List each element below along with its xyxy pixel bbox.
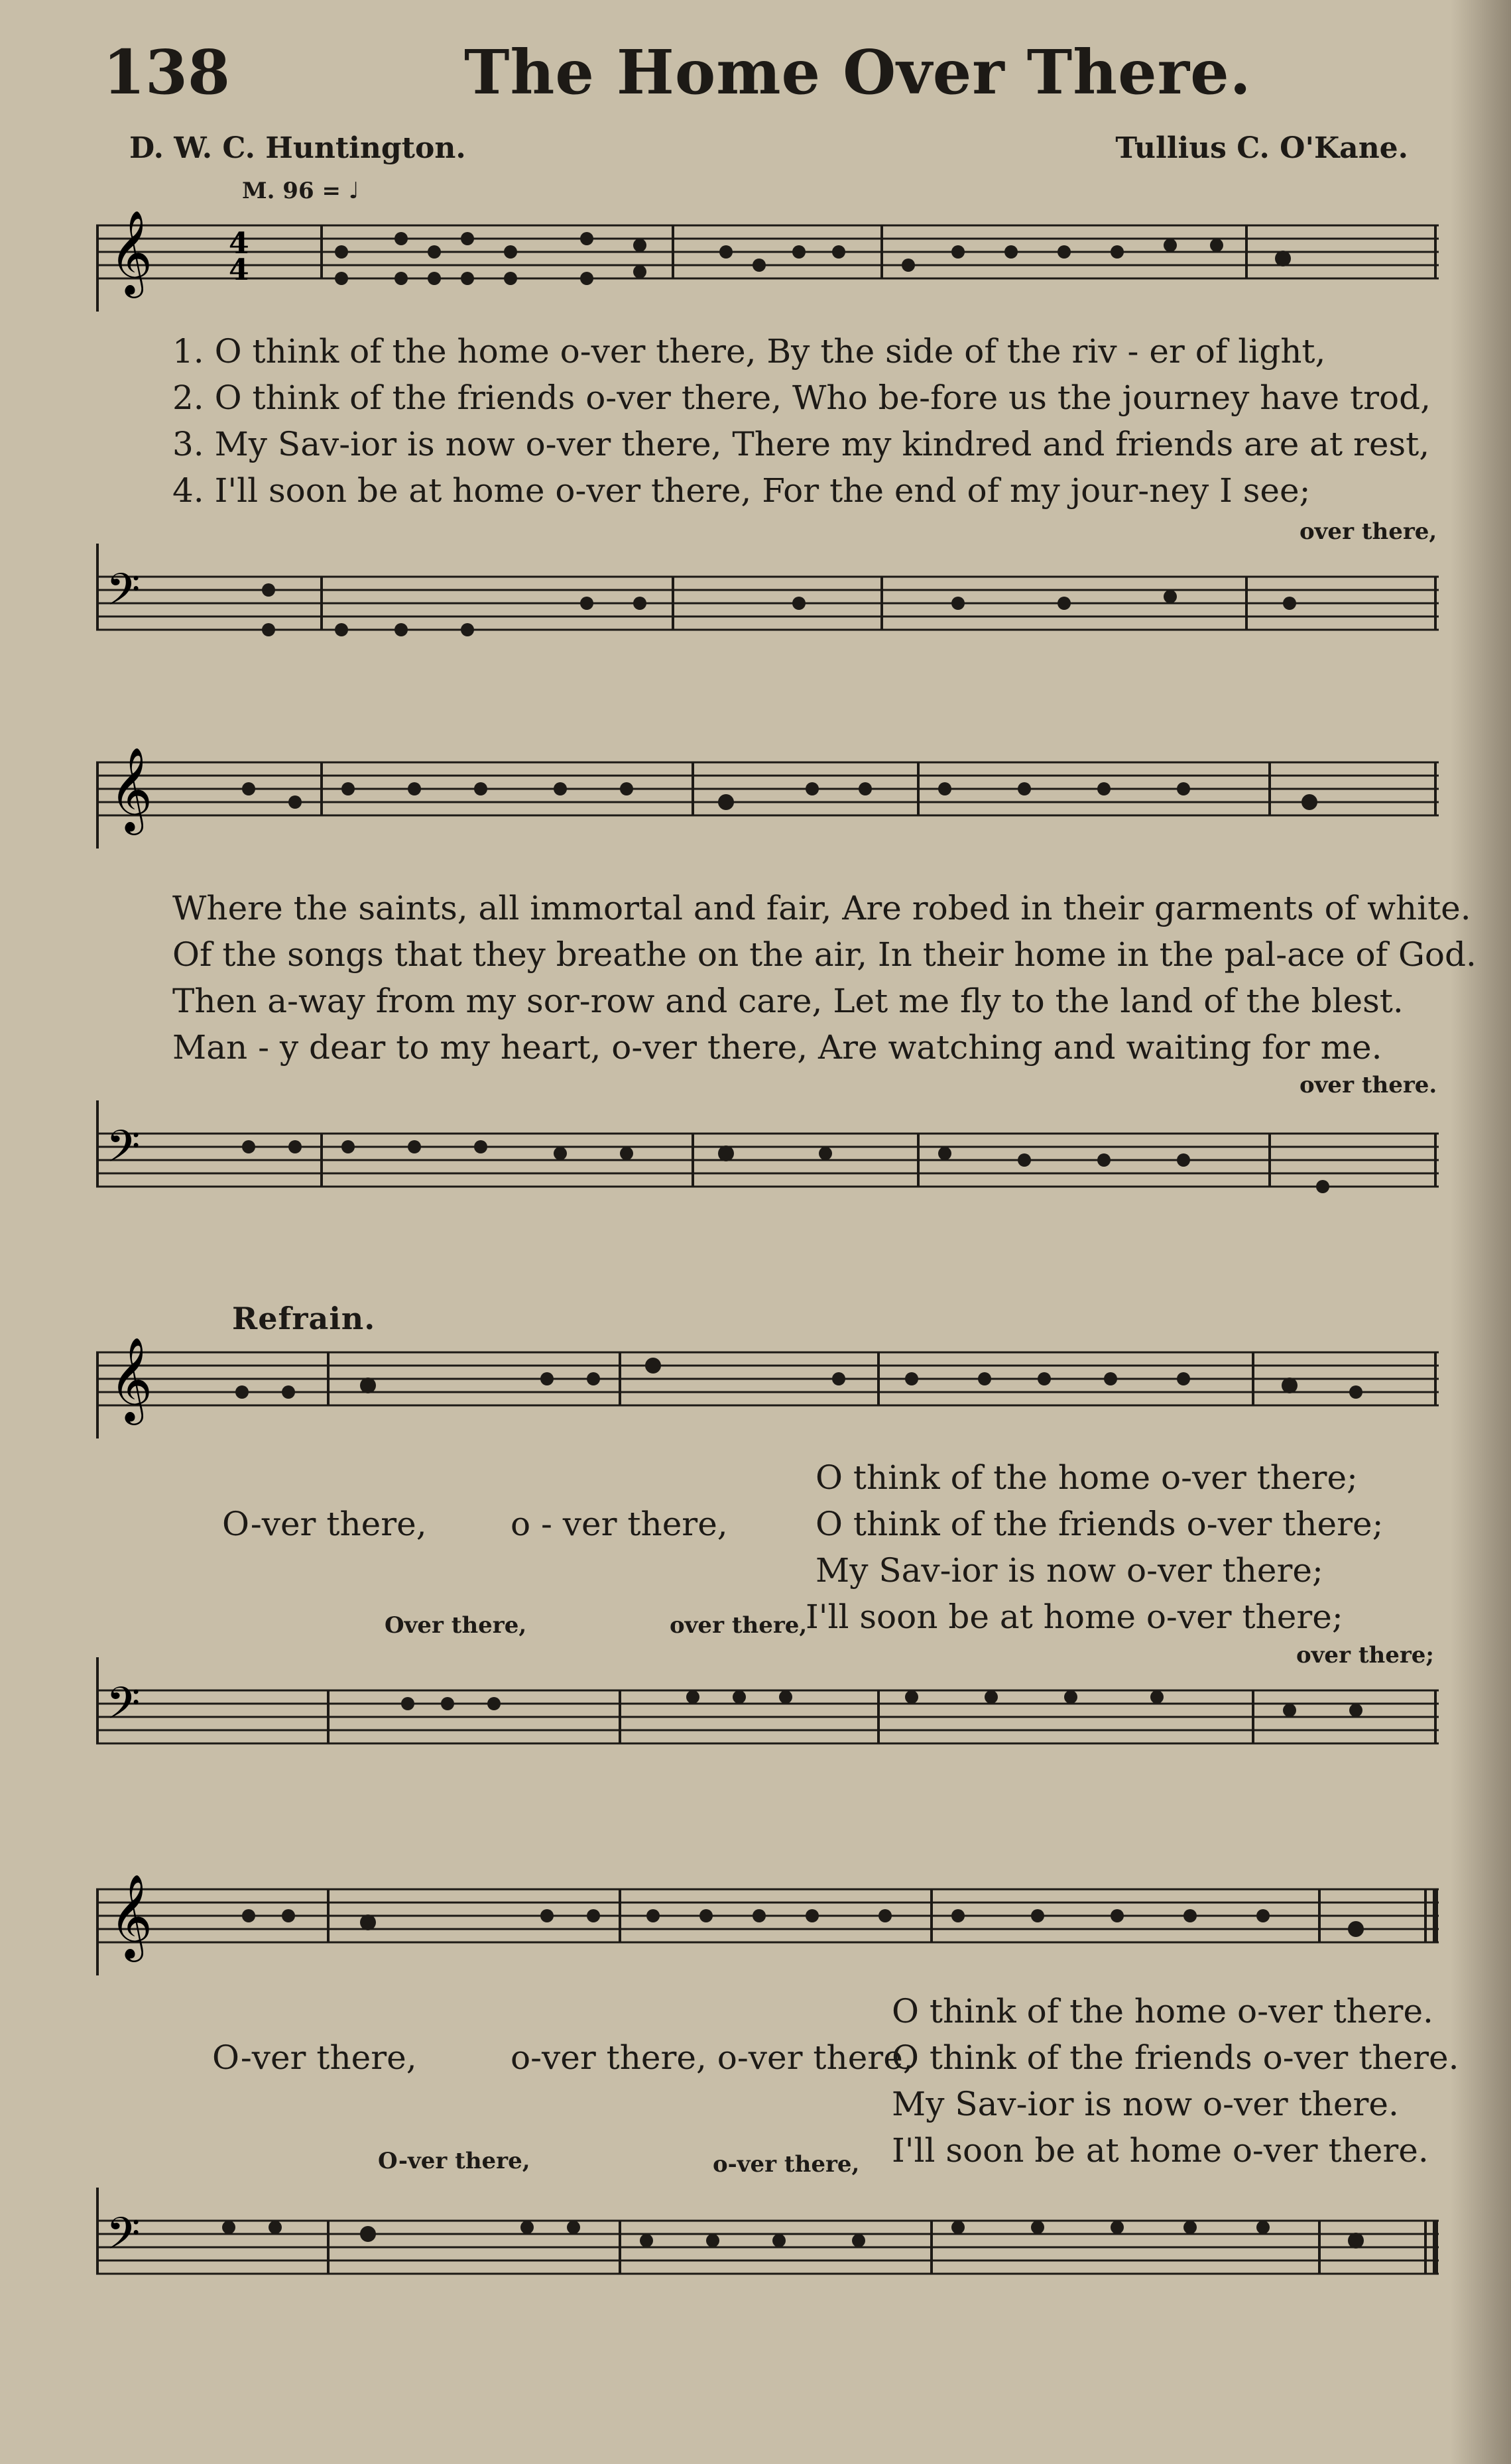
treble-staff-1: [96, 199, 1439, 312]
refrain-alto-over-there-3: O-ver there,: [212, 2038, 417, 2077]
bass-staff-4: [96, 2188, 1439, 2333]
svg-text:𝄞: 𝄞: [109, 209, 153, 294]
bass-staff-3: [96, 1657, 1439, 1790]
verse-3-line-a: 3. My Sav-ior is now o-ver there, There my kindred and friends are at rest,: [172, 425, 1430, 463]
refrain-bass-over-there-2: over there,: [670, 1612, 808, 1639]
composer: Tullius C. O'Kane.: [1115, 131, 1408, 165]
svg-text:𝄞: 𝄞: [109, 1336, 153, 1421]
treble-staff-4: [96, 1863, 1439, 1975]
svg-text:𝄞: 𝄞: [109, 746, 153, 831]
treble-staff-3: [96, 1326, 1439, 1438]
tempo-marking: M. 96 = ♩: [242, 178, 359, 204]
refrain-a-line-3: My Sav-ior is now o-ver there;: [816, 1551, 1323, 1590]
refrain-bass-over-there-3: over there;: [1296, 1642, 1434, 1669]
refrain-a-line-4: I'll soon be at home o-ver there;: [806, 1598, 1343, 1636]
svg-text:𝄢: 𝄢: [106, 2208, 141, 2270]
verse-1-line-a: 1. O think of the home o-ver there, By the side of the riv - er of light,: [172, 332, 1326, 371]
svg-text:4: 4: [229, 253, 249, 287]
svg-text:4: 4: [229, 227, 249, 261]
svg-text:𝄢: 𝄢: [106, 1678, 141, 1739]
lyricist: D. W. C. Huntington.: [129, 131, 466, 165]
refrain-bass-over-there-4: O-ver there,: [378, 2148, 530, 2174]
verse-4-line-a: 4. I'll soon be at home o-ver there, For the end of my jour-ney I see;: [172, 471, 1311, 510]
refrain-bass-over-there-1: Over there,: [385, 1612, 527, 1639]
verse-3-line-b: Then a-way from my sor-row and care, Let me fly to the land of the blest.: [172, 982, 1404, 1020]
svg-text:𝄢: 𝄢: [106, 1121, 141, 1183]
verse-1-line-b: Where the saints, all immortal and fair, Are robed in their garments of white.: [172, 889, 1471, 927]
hymn-title: The Home Over There.: [464, 36, 1252, 108]
hymn-number: 138: [103, 36, 231, 108]
svg-text:𝄢: 𝄢: [106, 564, 141, 626]
bass-echo-label-1: over there,: [1299, 518, 1437, 545]
refrain-alto-over-there-1: O-ver there,: [222, 1505, 427, 1543]
verse-4-line-b: Man - y dear to my heart, o-ver there, Are watching and waiting for me.: [172, 1028, 1382, 1067]
refrain-alto-over-there-2: o - ver there,: [511, 1505, 728, 1543]
refrain-a-line-1: O think of the home o-ver there;: [816, 1458, 1358, 1497]
verse-block-2: [172, 885, 1477, 1071]
svg-text:𝄞: 𝄞: [109, 1873, 153, 1958]
refrain-bass-over-there-5: o-ver there,: [713, 2151, 860, 2178]
verse-2-line-a: 2. O think of the friends o-ver there, Who be-fore us the journey have trod,: [172, 379, 1431, 417]
refrain-b-line-4: I'll soon be at home o-ver there.: [892, 2131, 1429, 2170]
bass-staff-1: [96, 544, 1439, 676]
bass-echo-label-2: over there.: [1299, 1072, 1437, 1098]
treble-staff-2: [96, 736, 1439, 849]
refrain-a-line-2: O think of the friends o-ver there;: [816, 1505, 1384, 1543]
verse-block-1: [172, 328, 1431, 514]
bass-staff-2: [96, 1100, 1439, 1233]
refrain-b-line-2: O think of the friends o-ver there.: [892, 2038, 1459, 2077]
refrain-alto-over-there-4: o-ver there, o-ver there,: [511, 2038, 914, 2077]
refrain-label: Refrain.: [232, 1301, 376, 1336]
refrain-b-line-1: O think of the home o-ver there.: [892, 1992, 1433, 2030]
verse-2-line-b: Of the songs that they breathe on the air, In their home in the pal-ace of God.: [172, 935, 1477, 974]
refrain-b-line-3: My Sav-ior is now o-ver there.: [892, 2085, 1399, 2123]
